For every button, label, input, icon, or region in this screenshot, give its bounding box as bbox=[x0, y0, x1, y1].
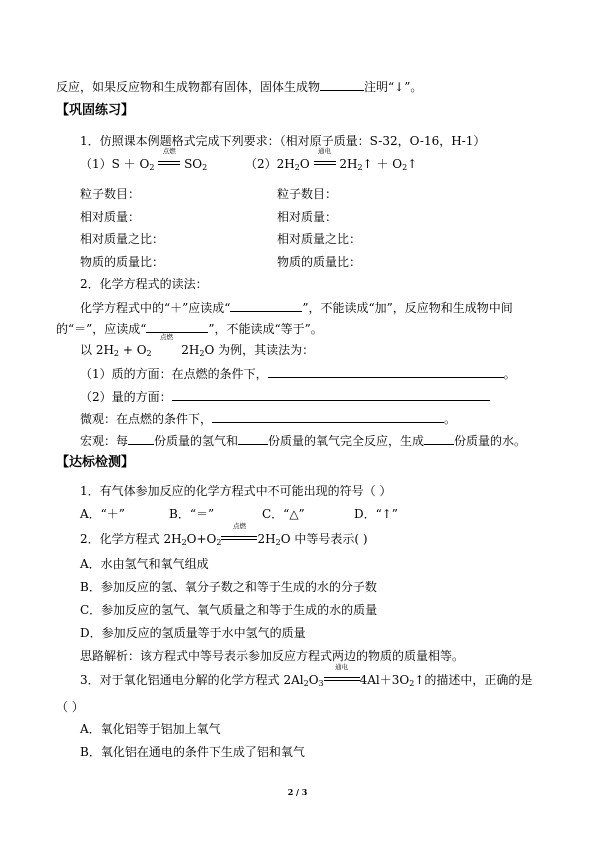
equation-2: $(2)2H_2O$ 通电 $2H_2↑$ ＋ $O_2↑$ bbox=[245, 147, 418, 172]
field-right: 粒子数目： bbox=[277, 187, 338, 201]
option: C．“△” bbox=[262, 507, 305, 521]
blank bbox=[212, 410, 444, 423]
test-question-3: 3．对于氧化铝通电分解的化学方程式 $2Al_2O_3$ 通电 $4Al+3O_2↑$的描述中，正确的是 bbox=[80, 663, 533, 688]
reaction-condition: 点燃 bbox=[159, 333, 173, 341]
question-1: 1．仿照课本例题格式完成下列要求：（相对原子质量：S-32，O-16，H-1） bbox=[80, 134, 486, 148]
option: B．参加反应的氢、氧分子数之和等于生成的水的分子数 bbox=[80, 580, 377, 594]
reading-macro: 宏观：每 份质量的氢气和 份质量的氧气完全反应，生成 份质量的水。 bbox=[80, 434, 527, 448]
field-right: 物质的质量比： bbox=[277, 255, 362, 269]
option: B．“＝” bbox=[169, 507, 215, 521]
option: A．水由氢气和氧气组成 bbox=[80, 557, 209, 571]
paragraph-line: 的“＝”，应读成“ ”，不能读成“等于”。 bbox=[56, 322, 323, 336]
analysis: 思路解析：该方程式中等号表示参加反应方程式两边的物质的质量相等。 bbox=[80, 649, 465, 663]
question-2: 2．化学方程式的读法： bbox=[80, 277, 208, 291]
section-title-practice: 【巩固练习】 bbox=[56, 103, 135, 118]
field-right: 相对质量： bbox=[277, 210, 338, 224]
example-equation: 以 $2H_2 + O_2$ 点燃 $2H_2O$ 为例，其读法为： bbox=[80, 333, 315, 358]
blank bbox=[238, 432, 268, 445]
reaction-condition: 点燃 bbox=[221, 531, 257, 547]
test-question-1: 1．有气体参加反应的化学方程式中不可能出现的符号（ ） bbox=[80, 484, 392, 498]
reading-quantity: （2）量的方面： bbox=[80, 388, 490, 405]
option: C．参加反应的氢气、氧气质量之和等于生成的水的质量 bbox=[80, 603, 378, 617]
blank bbox=[172, 388, 490, 401]
answer-paren: （ ） bbox=[56, 700, 84, 714]
option: A．“＋” bbox=[80, 507, 125, 521]
blank bbox=[320, 78, 364, 91]
equation-1: $(1)S + O_2$ 点燃 $SO_2$ bbox=[80, 147, 208, 172]
reading-micro: 微观：在点燃的条件下， 。 bbox=[80, 412, 457, 426]
field-left: 相对质量之比： bbox=[80, 232, 165, 246]
field-left: 粒子数目： bbox=[80, 187, 141, 201]
reaction-condition: 通电 bbox=[314, 156, 336, 172]
reaction-condition: 通电 bbox=[324, 672, 360, 688]
reading-quality: （1）质的方面：在点燃的条件下， 。 bbox=[80, 367, 516, 381]
paragraph-line: 化学方程式中的“＋”应读成“ ”，不能读成“加”，反应物和生成物中间 bbox=[80, 301, 513, 315]
option: B．氧化铝在通电的条件下生成了铝和氧气 bbox=[80, 745, 305, 759]
blank bbox=[230, 299, 302, 312]
reaction-condition: 点燃 bbox=[158, 156, 180, 172]
intro-line bbox=[56, 78, 422, 95]
blank bbox=[128, 432, 154, 445]
blank bbox=[424, 432, 454, 445]
option: A．氧化铝等于铝加上氧气 bbox=[80, 722, 221, 736]
intro-text-end: 注明“↓”。 bbox=[364, 80, 423, 94]
option: D．参加反应的氢质量等于水中氢气的质量 bbox=[80, 626, 306, 640]
option: D．“↑” bbox=[354, 507, 398, 521]
field-left: 物质的质量比： bbox=[80, 255, 165, 269]
blank bbox=[268, 365, 504, 378]
intro-text: 反应，如果反应物和生成物都有固体，固体生成物 bbox=[56, 80, 321, 94]
field-left: 相对质量： bbox=[80, 210, 141, 224]
page-number: 2 / 3 bbox=[287, 787, 308, 797]
section-title-test: 【达标检测】 bbox=[56, 455, 135, 470]
test-question-2: 2．化学方程式 $2H_2O+O_2$ 点燃 $2H_2O$ 中等号表示( ) bbox=[80, 522, 368, 547]
blank bbox=[146, 320, 208, 333]
field-right: 相对质量之比： bbox=[277, 232, 362, 246]
